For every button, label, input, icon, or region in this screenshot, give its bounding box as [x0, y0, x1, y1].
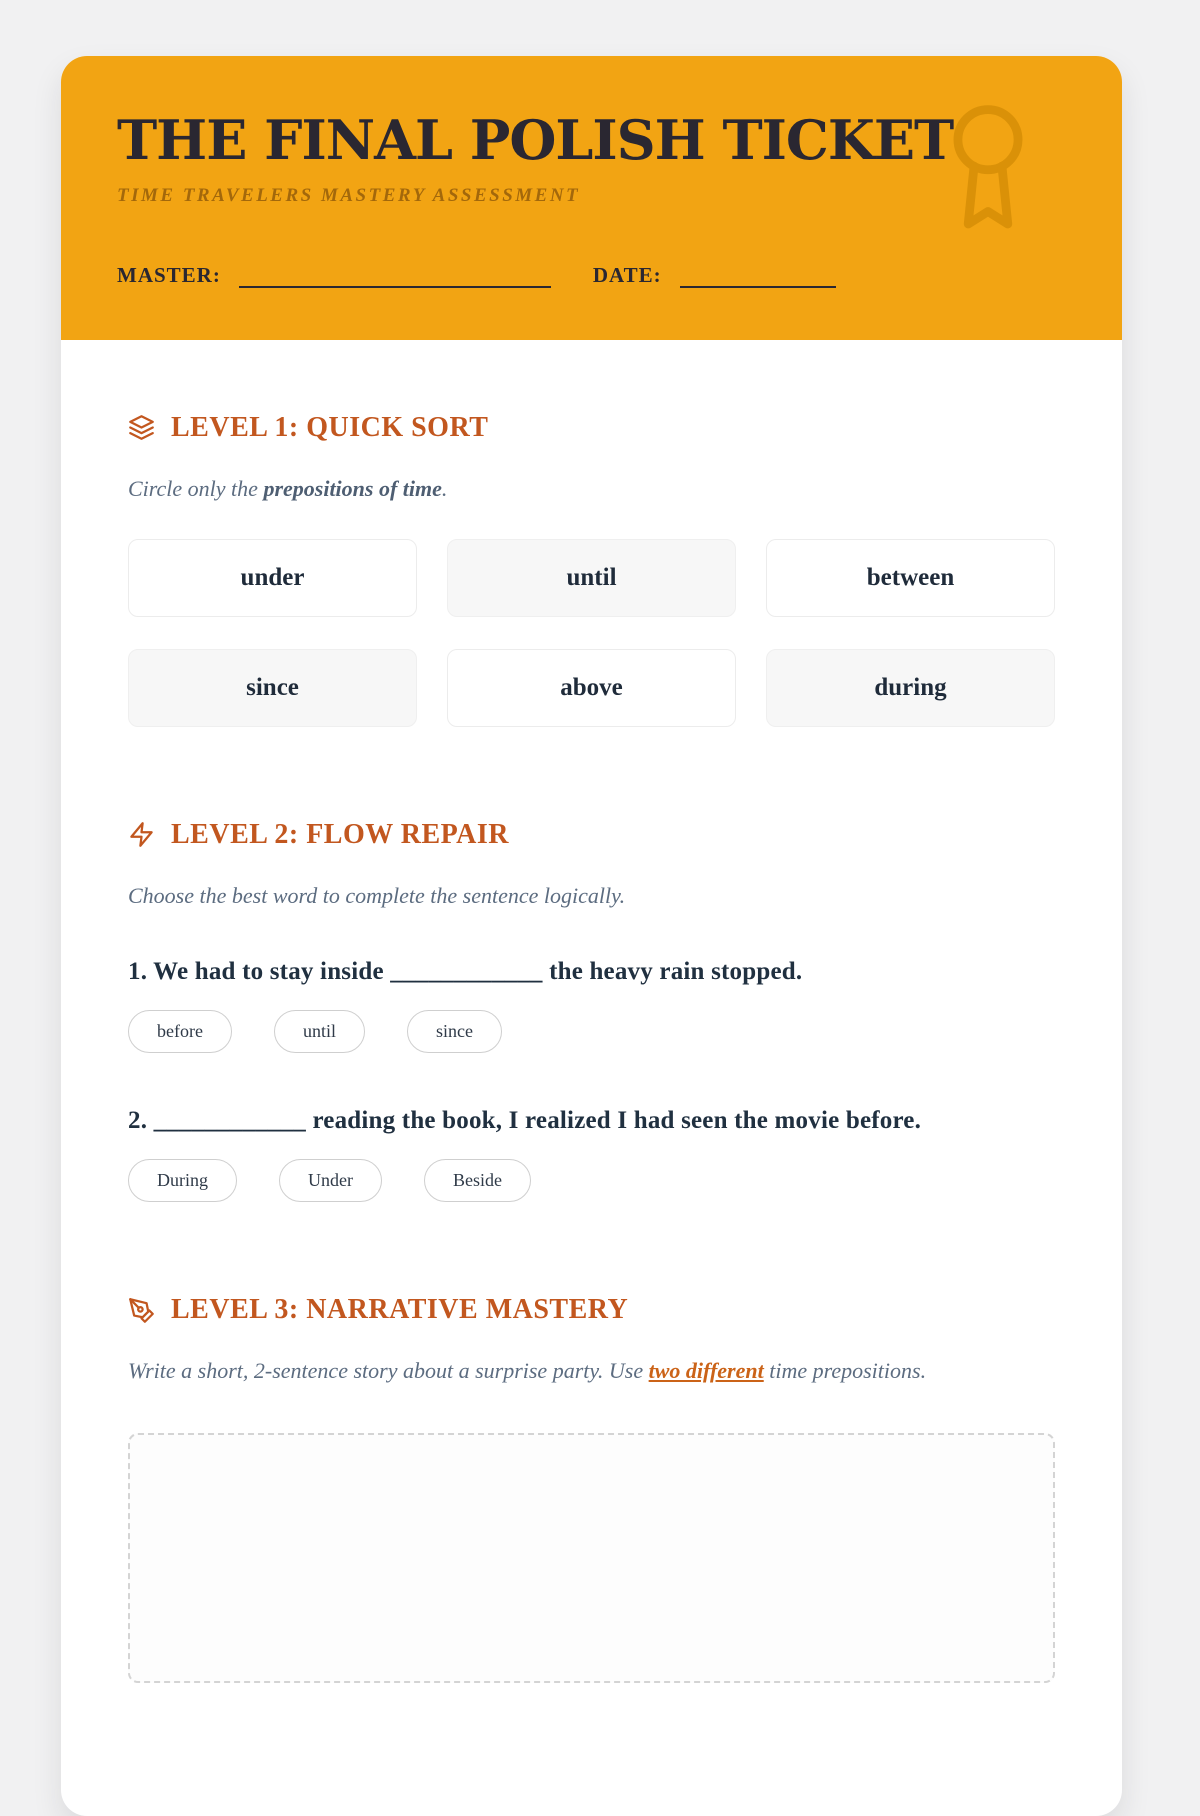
word-sort-grid: [128, 539, 1055, 727]
story-writing-area[interactable]: [128, 1433, 1055, 1683]
word-card-between[interactable]: between: [766, 539, 1055, 617]
option-since[interactable]: since: [407, 1010, 502, 1053]
word-card-above[interactable]: above: [447, 649, 736, 727]
option-until[interactable]: until: [274, 1010, 365, 1053]
level-3-heading: LEVEL 3: NARRATIVE MASTERY: [171, 1294, 629, 1326]
option-during[interactable]: During: [128, 1159, 237, 1202]
section-level-2: [128, 819, 1055, 1203]
page-subtitle: TIME TRAVELERS MASTERY ASSESSMENT: [117, 184, 581, 206]
level-3-instruction: [128, 1354, 1028, 1387]
lightning-bolt-icon: [128, 821, 155, 848]
question-2-options: [128, 1159, 1055, 1202]
level-1-instruction-prefix: Circle only the: [128, 475, 264, 501]
level-1-instruction-suffix: .: [441, 475, 448, 501]
word-card-under[interactable]: under: [128, 539, 417, 617]
master-field: [117, 263, 551, 288]
option-beside[interactable]: Beside: [424, 1159, 531, 1202]
question-1-options: [128, 1010, 1055, 1053]
page-title: THE FINAL POLISH TICKET: [117, 108, 954, 172]
option-under[interactable]: Under: [279, 1159, 382, 1202]
section-level-1: [128, 412, 1055, 727]
pen-nib-icon: [128, 1297, 155, 1324]
master-input-line[interactable]: [239, 264, 551, 288]
question-2: [128, 1107, 1055, 1202]
level-1-heading: LEVEL 1: QUICK SORT: [171, 411, 489, 443]
level-1-instruction: [128, 472, 1028, 505]
level-3-instruction-prefix: Write a short, 2-sentence story about a surprise party. Use: [128, 1358, 649, 1384]
award-ribbon-icon: [944, 96, 1032, 242]
level-2-heading-row: [128, 819, 1055, 851]
level-1-heading-row: [128, 412, 1055, 444]
question-2-text: 2. ____________ reading the book, I realized I had seen the movie before.: [128, 1107, 922, 1135]
question-1-text: 1. We had to stay inside ____________ the heavy rain stopped.: [128, 957, 803, 985]
word-card-until[interactable]: until: [447, 539, 736, 617]
level-3-heading-row: [128, 1294, 1055, 1326]
date-label: DATE:: [592, 262, 662, 287]
worksheet-header: [61, 56, 1122, 340]
level-1-instruction-bold: prepositions of time: [263, 475, 442, 501]
two-different-link[interactable]: two different: [648, 1358, 764, 1384]
date-input-line[interactable]: [680, 264, 836, 288]
worksheet-body: [61, 340, 1122, 1744]
worksheet-card: [61, 56, 1122, 1816]
level-3-instruction-suffix: time prepositions.: [763, 1358, 927, 1384]
option-before[interactable]: before: [128, 1010, 232, 1053]
level-2-instruction: Choose the best word to complete the sentence logically.: [128, 882, 626, 908]
name-date-row: [117, 263, 1066, 288]
word-card-since[interactable]: since: [128, 649, 417, 727]
section-level-3: [128, 1294, 1055, 1683]
word-card-during[interactable]: during: [766, 649, 1055, 727]
question-1: [128, 958, 1055, 1053]
date-field: [593, 263, 836, 288]
master-label: MASTER:: [117, 262, 221, 287]
layers-icon: [128, 414, 155, 441]
level-2-heading: LEVEL 2: FLOW REPAIR: [171, 818, 510, 850]
